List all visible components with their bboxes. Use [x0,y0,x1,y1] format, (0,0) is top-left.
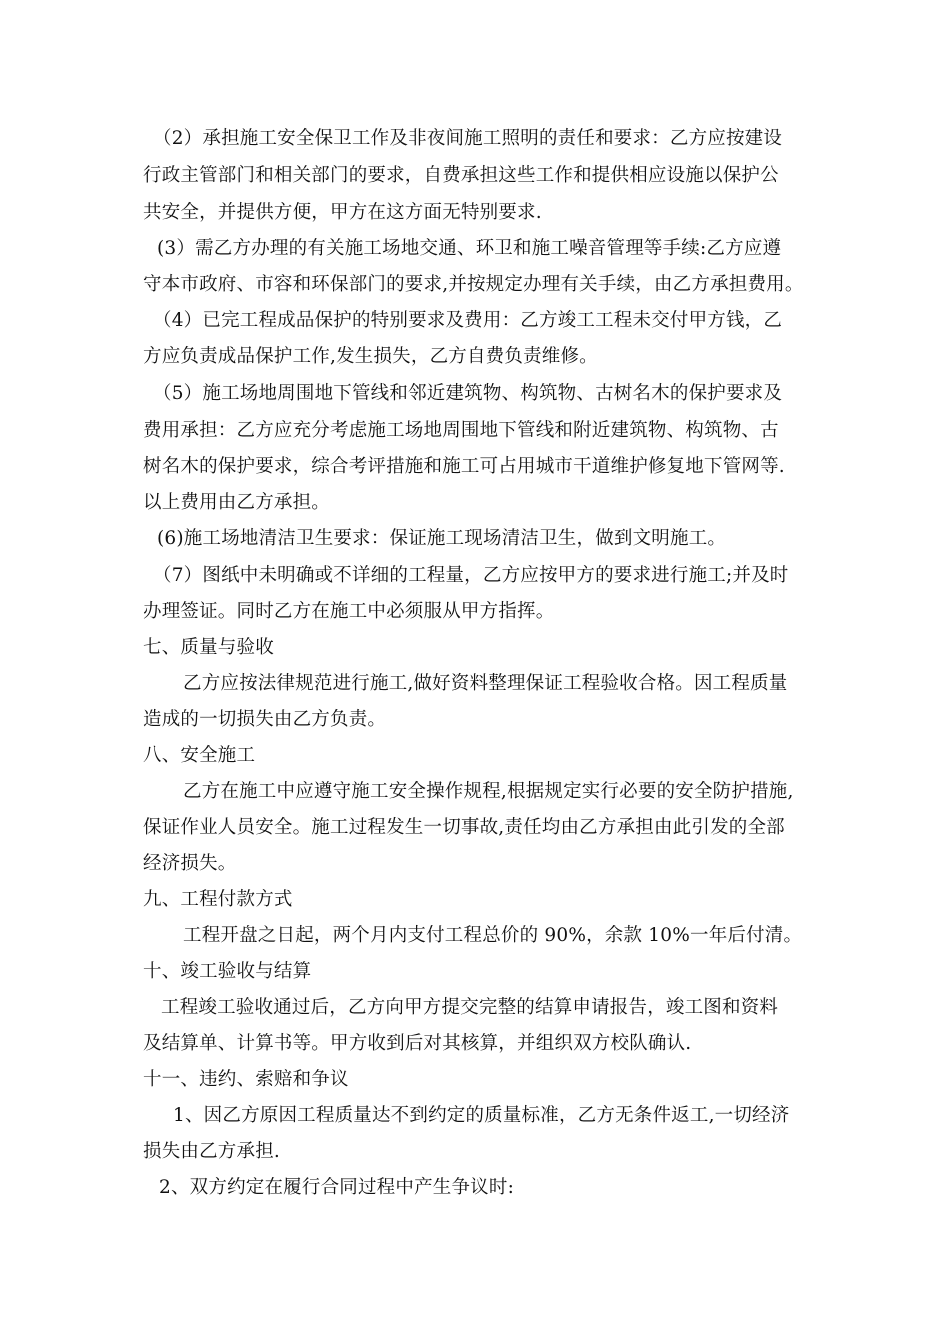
section-heading: 九、工程付款方式 [143,889,293,910]
text-line: 工程竣工验收通过后，乙方向甲方提交完整的结算申请报告，竣工图和资料 [161,997,779,1018]
text-line: （4）已完工程成品保护的特别要求及费用：乙方竣工工程未交付甲方钱，乙 [153,310,783,331]
text-line: 守本市政府、市容和环保部门的要求,并按规定办理有关手续，由乙方承担费用。 [143,274,804,295]
section-heading: 十、竣工验收与结算 [143,961,312,982]
section-heading: 八、安全施工 [143,745,256,766]
text-line: (6)施工场地清洁卫生要求：保证施工现场清洁卫生，做到文明施工。 [157,528,727,549]
text-line: （2）承担施工安全保卫工作及非夜间施工照明的责任和要求：乙方应按建设 [153,128,783,149]
text-line: （5）施工场地周围地下管线和邻近建筑物、构筑物、古树名木的保护要求及 [153,383,783,404]
section-heading: 七、质量与验收 [143,637,274,658]
text-line: 保证作业人员安全。施工过程发生一切事故,责任均由乙方承担由此引发的全部 [143,817,785,838]
text-line: 费用承担：乙方应充分考虑施工场地周围地下管线和附近建筑物、构筑物、古 [143,420,779,441]
text-line: 乙方应按法律规范进行施工,做好资料整理保证工程验收合格。因工程质量 [183,673,788,694]
text-line: 以上费用由乙方承担。 [143,492,331,513]
text-line: 经济损失。 [143,853,237,874]
text-line: 损失由乙方承担. [143,1141,280,1162]
text-line: 共安全，并提供方便，甲方在这方面无特别要求. [143,202,542,223]
text-line: 1、因乙方原因工程质量达不到约定的质量标准，乙方无条件返工,一切经济 [173,1105,790,1126]
section-heading: 十一、违约、索赔和争议 [143,1069,349,1090]
text-line: 办理签证。同时乙方在施工中必须服从甲方指挥。 [143,601,555,622]
text-line: 2、双方约定在履行合同过程中产生争议时: [159,1177,515,1198]
text-line: 工程开盘之日起，两个月内支付工程总价的 90%，余款 10%一年后付清。 [183,925,803,946]
text-line: 方应负责成品保护工作,发生损失，乙方自费负责维修。 [143,346,598,367]
text-line: 及结算单、计算书等。甲方收到后对其核算，并组织双方校队确认. [143,1033,692,1054]
text-line: (3）需乙方办理的有关施工场地交通、环卫和施工噪音管理等手续:乙方应遵 [157,238,782,259]
text-line: 行政主管部门和相关部门的要求，自费承担这些工作和提供相应设施以保护公 [143,165,779,186]
text-line: （7）图纸中未明确或不详细的工程量，乙方应按甲方的要求进行施工;并及时 [153,565,789,586]
text-line: 乙方在施工中应遵守施工安全操作规程,根据规定实行必要的安全防护措施, [183,781,794,802]
text-line: 树名木的保护要求，综合考评措施和施工可占用城市干道维护修复地下管网等. [143,456,785,477]
text-line: 造成的一切损失由乙方负责。 [143,709,387,730]
